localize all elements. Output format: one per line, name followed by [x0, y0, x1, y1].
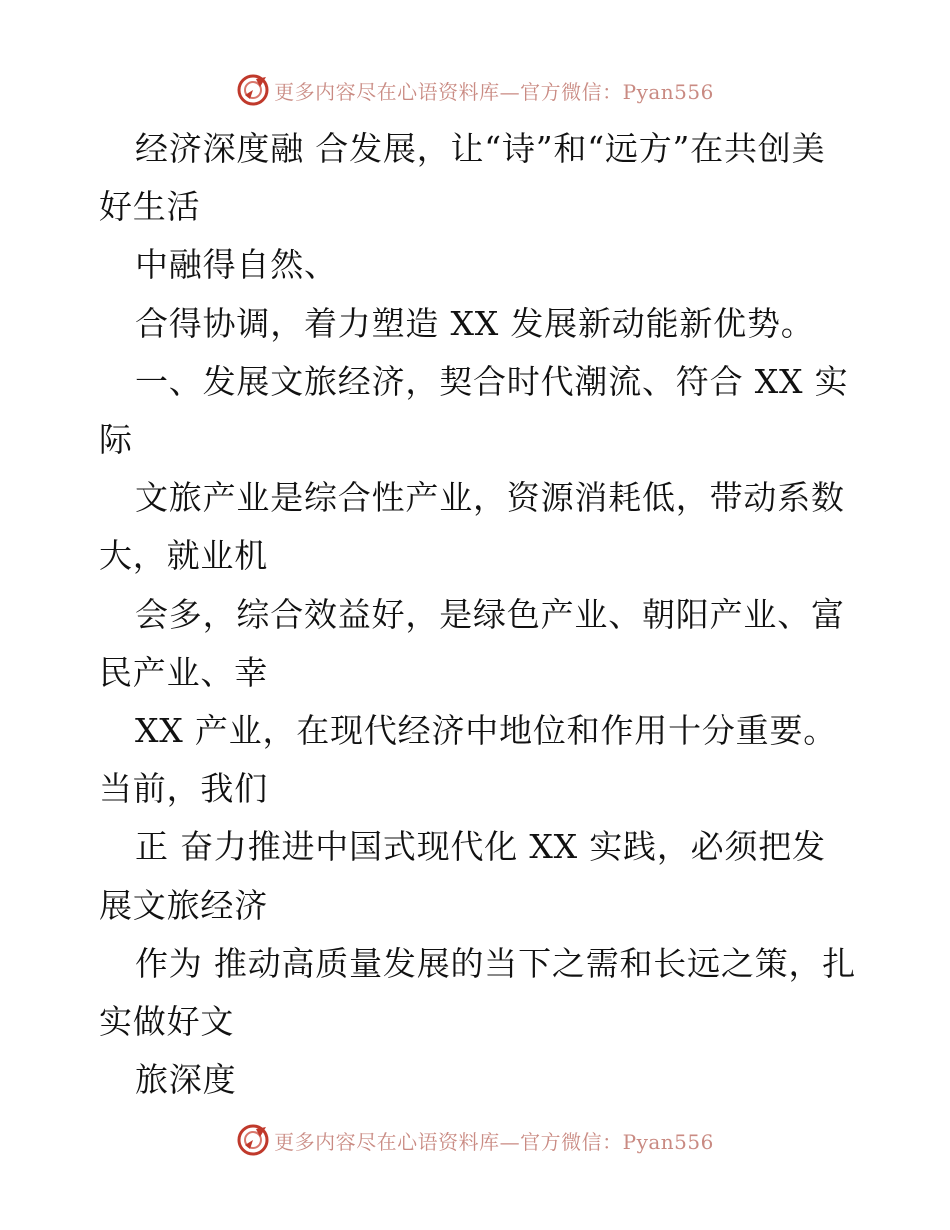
paragraph: XX 产业，在现代经济中地位和作用十分重要。当前，我们 — [99, 711, 838, 809]
paragraph: 旅深度 — [135, 1060, 237, 1100]
logo-seal-icon — [236, 73, 270, 107]
header-banner-text: 更多内容尽在心语资料库—官方微信：Pyan556 — [274, 79, 714, 104]
footer-banner-text: 更多内容尽在心语资料库—官方微信：Pyan556 — [274, 1129, 714, 1154]
logo-seal-icon — [236, 1123, 270, 1157]
header-banner — [0, 70, 950, 110]
paragraph: 作为 推动高质量发展的当下之需和长远之策，扎实做好文 — [99, 943, 857, 1042]
paragraph: 合得协调，着力塑造 XX 发展新动能新优势。 — [135, 303, 815, 343]
body-text — [99, 120, 859, 1109]
paragraph: 中融得自然、 — [135, 245, 338, 285]
paragraph: 文旅产业是综合性产业，资源消耗低，带动系数大，就业机 — [99, 478, 845, 576]
paragraph: 会多，综合效益好，是绿色产业、朝阳产业、富民产业、幸 — [99, 594, 845, 692]
footer-banner — [0, 1120, 950, 1160]
paragraph: 正 奋力推进中国式现代化 XX 实践，必须把发展文旅经济 — [99, 827, 826, 925]
section-heading: 一、发展文旅经济，契合时代潮流、符合 XX 实际 — [99, 361, 849, 460]
paragraph: 经济深度融 合发展，让“诗”和“远方”在共创美好生活 — [99, 129, 826, 227]
